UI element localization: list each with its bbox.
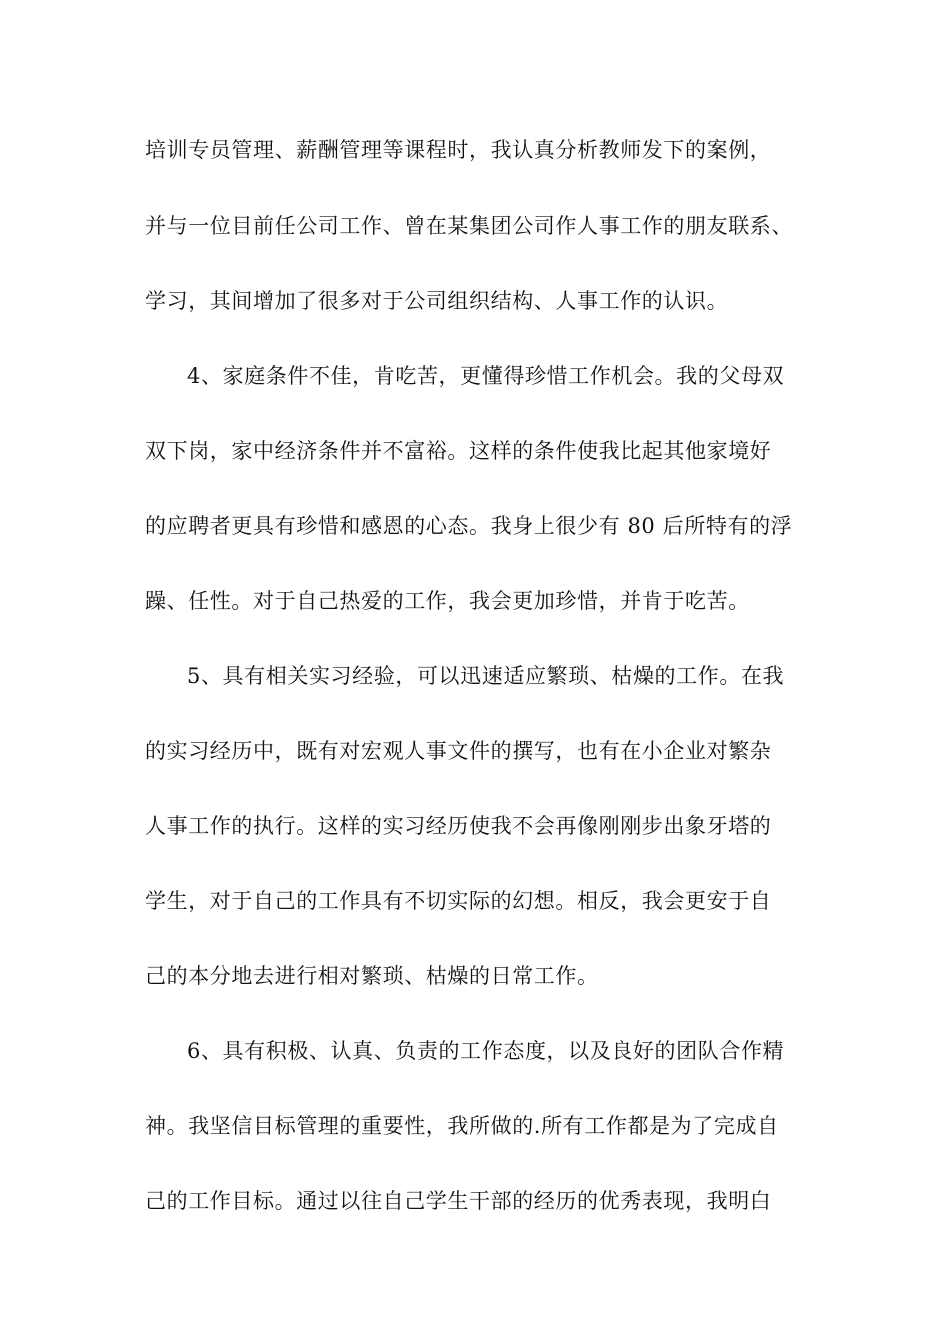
text-line: 人事工作的执行。这样的实习经历使我不会再像刚刚步出象牙塔的	[145, 814, 772, 838]
text-line: 躁、任性。对于自己热爱的工作，我会更加珍惜，并肯于吃苦。	[145, 589, 750, 613]
paragraph-start-line: 5、具有相关实习经验，可以迅速适应繁琐、枯燥的工作。在我	[187, 664, 785, 688]
text-line: 的应聘者更具有珍惜和感恩的心态。我身上很少有 80 后所特有的浮	[145, 514, 793, 538]
text-line: 并与一位目前任公司工作、曾在某集团公司作人事工作的朋友联系、	[145, 214, 793, 238]
text-line: 培训专员管理、薪酬管理等课程时，我认真分析教师发下的案例，	[145, 138, 772, 162]
text-line: 学习，其间增加了很多对于公司组织结构、人事工作的认识。	[145, 289, 729, 313]
text-line: 神。我坚信目标管理的重要性，我所做的.所有工作都是为了完成自	[145, 1114, 779, 1138]
paragraph-start-line: 4、家庭条件不佳，肯吃苦，更懂得珍惜工作机会。我的父母双	[187, 364, 785, 388]
paragraph-start-line: 6、具有积极、认真、负责的工作态度，以及良好的团队合作精	[187, 1039, 785, 1063]
text-line: 双下岗，家中经济条件并不富裕。这样的条件使我比起其他家境好	[145, 439, 772, 463]
text-line: 的实习经历中，既有对宏观人事文件的撰写，也有在小企业对繁杂	[145, 739, 772, 763]
text-line: 学生，对于自己的工作具有不切实际的幻想。相反，我会更安于自	[145, 889, 772, 913]
text-line: 己的本分地去进行相对繁琐、枯燥的日常工作。	[145, 964, 599, 988]
text-line: 己的工作目标。通过以往自己学生干部的经历的优秀表现，我明白	[145, 1189, 772, 1213]
